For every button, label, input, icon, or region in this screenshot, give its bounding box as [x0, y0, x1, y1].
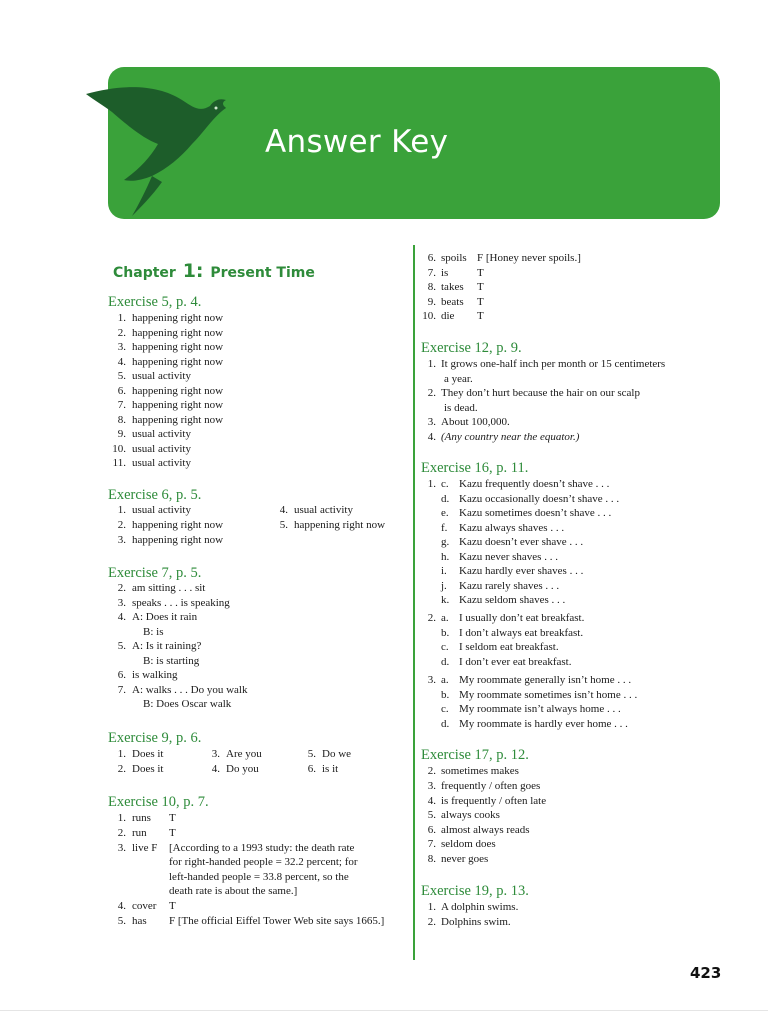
list-item: for right-handed people = 32.2 percent; for	[169, 856, 358, 868]
list-item: 6. is it	[307, 763, 339, 775]
list-item: d. I don’t ever eat breakfast.	[441, 655, 572, 668]
list-item: 5. always cooks	[427, 809, 500, 821]
chapter-number: 1:	[182, 260, 204, 282]
list-item: 7. A: walks . . . Do you walk	[117, 683, 248, 696]
exercise-12-title: Exercise 12, p. 9.	[421, 340, 522, 356]
list-item: 11. usual activity	[112, 457, 191, 469]
list-item: 2. They don’t hurt because the hair on our scalp	[427, 387, 640, 399]
list-item: c. My roommate isn’t always home . . .	[441, 703, 621, 715]
list-item: 2. a. I usually don’t eat breakfast.	[427, 612, 585, 624]
list-item: b. My roommate sometimes isn’t home . . .	[441, 688, 638, 701]
list-item: 7. seldom does	[427, 838, 496, 850]
page-title: Answer Key	[265, 124, 449, 160]
list-item: left-handed people = 33.8 percent, so the	[169, 870, 349, 883]
list-item: g. Kazu doesn’t ever shave . . .	[441, 536, 584, 548]
list-item: 3. About 100,000.	[427, 416, 510, 428]
list-item: 7. is T	[427, 266, 484, 279]
list-item: 6. almost always reads	[427, 823, 530, 836]
list-item: 3. speaks . . . is speaking	[117, 596, 230, 609]
list-item: 5. A: Is it raining?	[117, 640, 202, 652]
list-item: 4. Do you	[211, 763, 259, 775]
list-item: 6. spoils F [Honey never spoils.]	[427, 252, 581, 264]
list-item: B: is starting	[143, 654, 200, 667]
list-item: 9. usual activity	[117, 428, 191, 440]
list-item: f. Kazu always shaves . . .	[441, 521, 565, 534]
list-item: e. Kazu sometimes doesn’t shave . . .	[441, 507, 612, 519]
list-item: 2. am sitting . . . sit	[117, 582, 206, 594]
list-item: 10. usual activity	[112, 442, 191, 455]
list-item: h. Kazu never shaves . . .	[441, 550, 558, 563]
list-item: 4. cover T	[117, 900, 176, 912]
list-item: 4. happening right now	[117, 355, 224, 368]
page-number: 423	[690, 964, 722, 982]
list-item: 1. Does it	[117, 748, 164, 760]
list-item: 1. usual activity	[117, 504, 191, 516]
list-item: 4. A: Does it rain	[117, 611, 198, 623]
list-item: 3. happening right now	[117, 534, 224, 546]
list-item: 3. Are you	[211, 748, 262, 760]
list-item: 10. die T	[422, 310, 484, 322]
exercise-5-title: Exercise 5, p. 4.	[108, 294, 202, 310]
list-item: 2. run T	[117, 827, 176, 839]
list-item: 6. is walking	[117, 669, 178, 681]
list-item: j. Kazu rarely shaves . . .	[441, 579, 560, 592]
exercise-6-title: Exercise 6, p. 5.	[108, 487, 202, 503]
list-item: 5. happening right now	[279, 519, 386, 531]
list-item: 6. happening right now	[117, 384, 224, 397]
list-item: a year.	[444, 372, 473, 385]
chapter-heading	[113, 260, 315, 282]
list-item: 3. a. My roommate generally isn’t home . . .	[427, 674, 632, 686]
list-item: 2. happening right now	[117, 519, 224, 531]
list-item: 5. usual activity	[117, 370, 191, 382]
exercise-7-title: Exercise 7, p. 5.	[108, 565, 202, 581]
list-item: is dead.	[444, 401, 478, 414]
list-item: 3. happening right now	[117, 341, 224, 353]
list-item: B: Does Oscar walk	[143, 698, 232, 710]
list-item: 2. Dolphins swim.	[427, 916, 511, 928]
exercise-16-title: Exercise 16, p. 11.	[421, 460, 529, 476]
list-item: 3. frequently / often goes	[427, 780, 541, 792]
list-item: 3. live F [According to a 1993 study: the death rate	[117, 841, 355, 854]
list-item: d. My roommate is hardly ever home . . .	[441, 717, 628, 730]
exercise-9-title: Exercise 9, p. 6.	[108, 730, 202, 746]
list-item: 1. happening right now	[117, 312, 224, 324]
exercise-19-title: Exercise 19, p. 13.	[421, 883, 529, 899]
list-item: 1. runs T	[117, 812, 176, 824]
list-item: 2. sometimes makes	[427, 765, 519, 777]
chapter-label: Chapter	[113, 265, 176, 281]
chapter-title: Present Time	[210, 265, 315, 281]
list-item: 1. A dolphin swims.	[427, 901, 519, 913]
list-item: death rate is about the same.]	[169, 885, 298, 897]
list-item: 9. beats T	[427, 295, 484, 308]
list-item: 7. happening right now	[117, 399, 224, 411]
list-item: c. I seldom eat breakfast.	[441, 641, 559, 653]
list-item: 1. It grows one-half inch per month or 15 centimeters	[427, 358, 666, 370]
list-item: 1. c. Kazu frequently doesn’t shave . . .	[427, 478, 610, 490]
list-item: k. Kazu seldom shaves . . .	[441, 594, 566, 606]
list-item: B: is	[143, 625, 164, 638]
list-item: 8. takes T	[427, 281, 484, 293]
list-item: 4. is frequently / often late	[427, 794, 547, 807]
swallow-logo-icon	[82, 72, 242, 222]
list-item: d. Kazu occasionally doesn’t shave . . .	[441, 492, 620, 505]
list-item: 4. (Any country near the equator.)	[427, 430, 580, 443]
list-item: 8. never goes	[427, 852, 489, 865]
list-item: i. Kazu hardly ever shaves . . .	[441, 565, 584, 577]
list-item: 4. usual activity	[279, 504, 353, 516]
list-item: 5. Do we	[307, 748, 352, 760]
list-item: 2. Does it	[117, 763, 164, 775]
exercise-10-title: Exercise 10, p. 7.	[108, 794, 209, 810]
list-item: 5. has F [The official Eiffel Tower Web site says 1665.]	[117, 915, 385, 927]
exercise-17-title: Exercise 17, p. 12.	[421, 747, 529, 763]
column-divider	[413, 245, 415, 960]
list-item: b. I don’t always eat breakfast.	[441, 626, 584, 639]
footer-rule	[0, 1010, 768, 1011]
list-item: 8. happening right now	[117, 413, 224, 426]
list-item: 2. happening right now	[117, 326, 224, 339]
